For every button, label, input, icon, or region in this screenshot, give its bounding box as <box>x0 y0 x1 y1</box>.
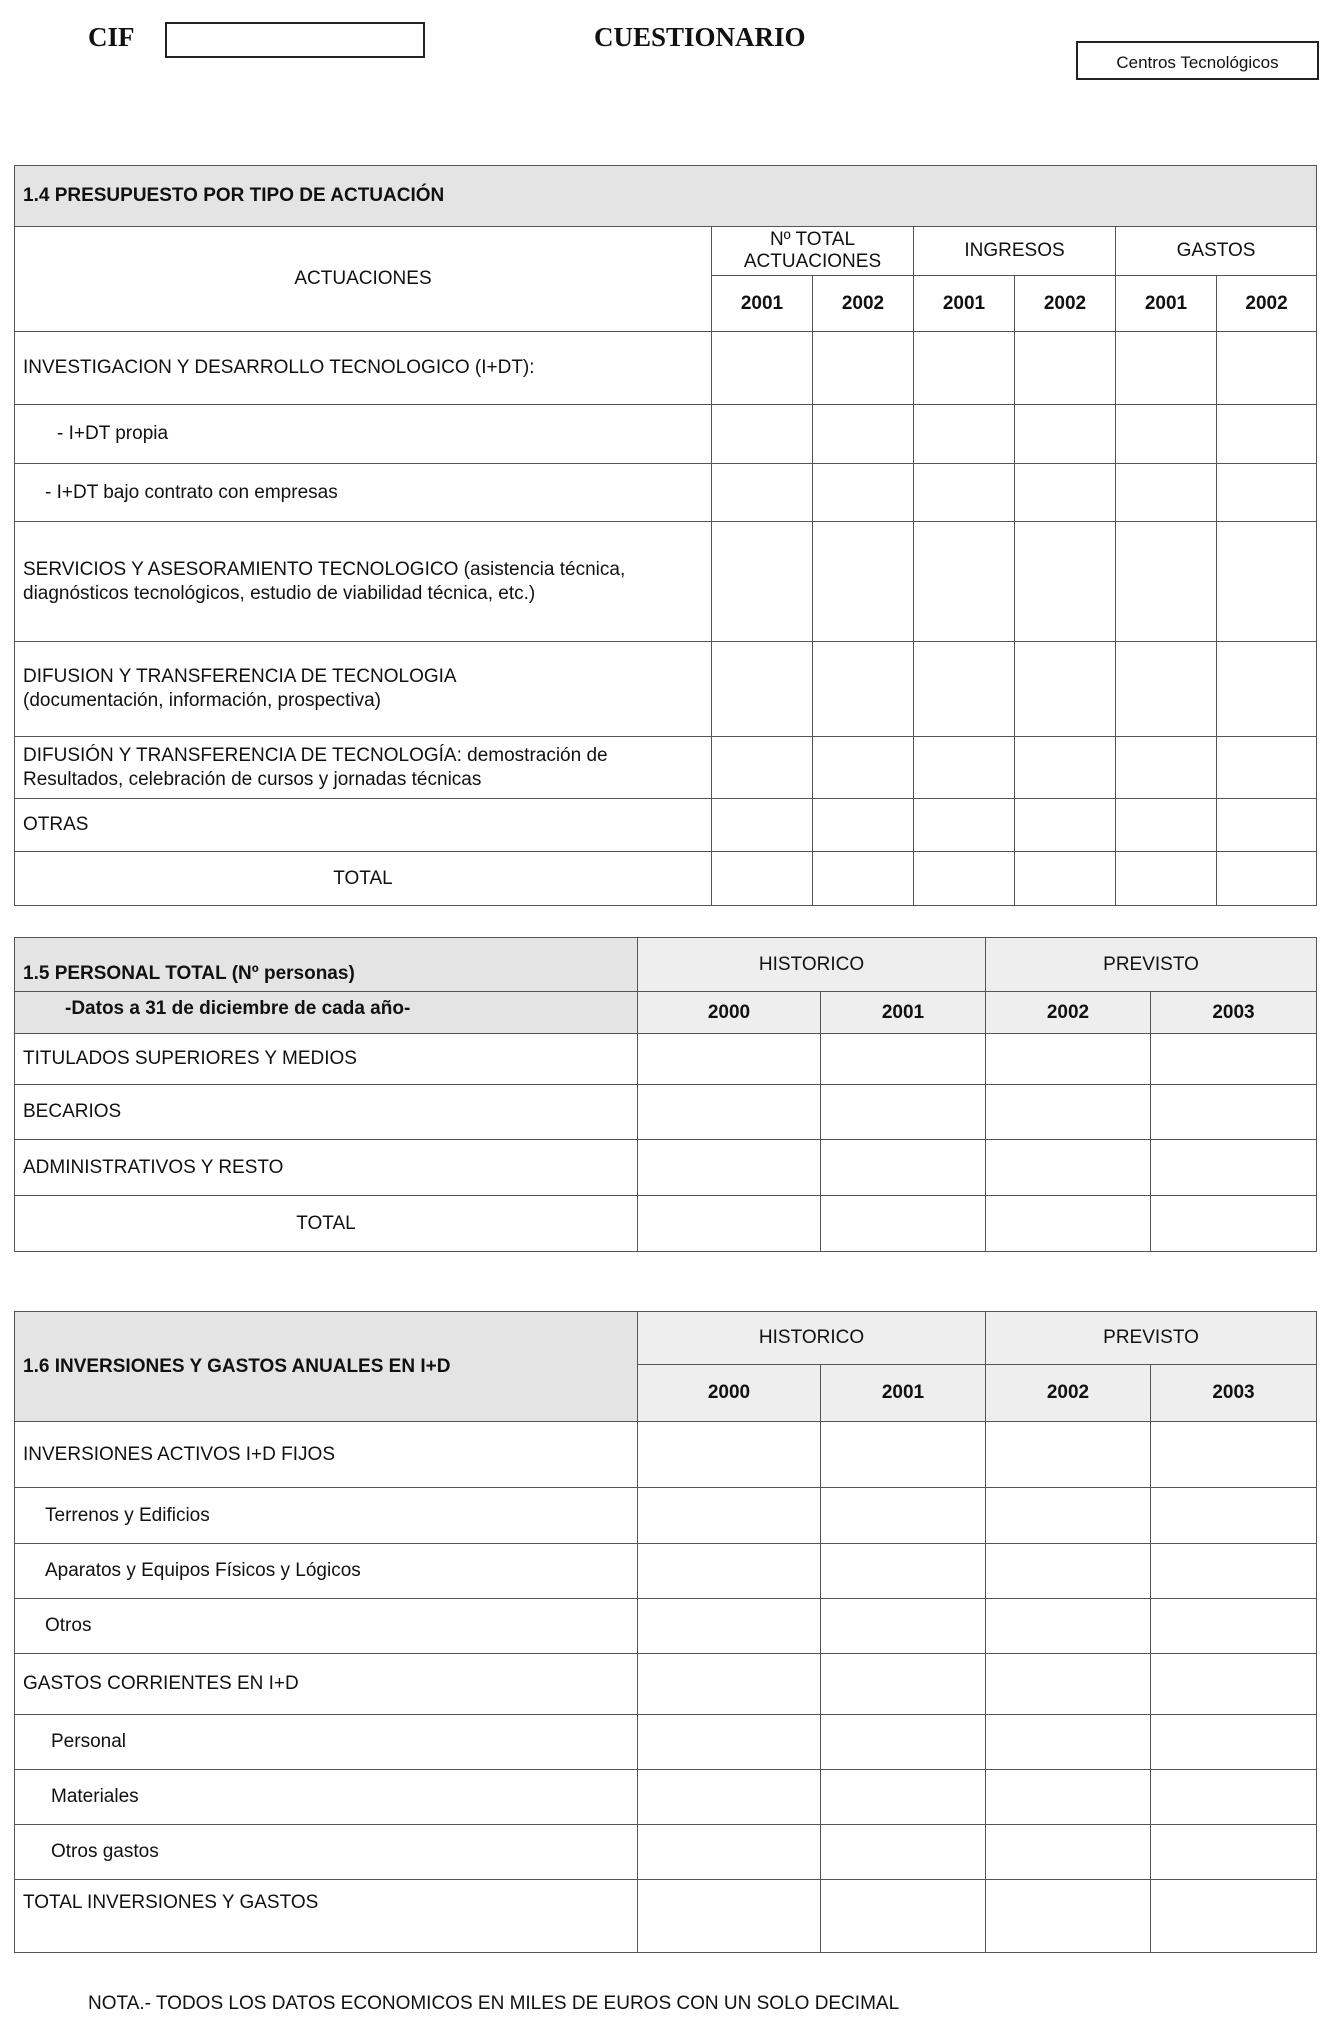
cif-input-box[interactable] <box>165 22 425 58</box>
row-label: GASTOS CORRIENTES EN I+D <box>15 1654 638 1715</box>
footnote: NOTA.- TODOS LOS DATOS ECONOMICOS EN MILES DE EUROS CON UN SOLO DECIMAL <box>88 1993 900 2014</box>
input-cell[interactable] <box>986 1825 1151 1880</box>
input-cell[interactable] <box>813 737 914 799</box>
year-header: 2003 <box>1151 992 1317 1034</box>
input-cell[interactable] <box>914 852 1015 906</box>
table-row <box>15 1599 1317 1654</box>
row-label: Terrenos y Edificios <box>15 1488 638 1544</box>
row-label: DIFUSION Y TRANSFERENCIA DE TECNOLOGIA (documentación, información, prospectiva) <box>15 642 712 737</box>
input-cell[interactable] <box>821 1544 986 1599</box>
col-header-actuaciones: ACTUACIONES <box>15 227 712 332</box>
input-cell[interactable] <box>1116 799 1217 852</box>
table-row <box>15 642 1317 737</box>
input-cell[interactable] <box>712 852 813 906</box>
row-label: Personal <box>15 1715 638 1770</box>
input-cell[interactable] <box>1116 737 1217 799</box>
input-cell[interactable] <box>821 1715 986 1770</box>
year-header: 2000 <box>638 1365 821 1422</box>
section-subtitle-1-5: -Datos a 31 de diciembre de cada año- <box>15 992 638 1034</box>
input-cell[interactable] <box>821 1599 986 1654</box>
year-header: 2002 <box>986 992 1151 1034</box>
input-cell[interactable] <box>638 1488 821 1544</box>
input-cell[interactable] <box>986 1034 1151 1085</box>
year-header: 2001 <box>1116 276 1217 332</box>
table-row <box>15 1544 1317 1599</box>
year-header: 2002 <box>986 1365 1151 1422</box>
col-header-historico: HISTORICO <box>638 1312 986 1365</box>
staff-total-table <box>14 937 1317 1252</box>
input-cell[interactable] <box>1116 464 1217 522</box>
input-cell[interactable] <box>1015 332 1116 405</box>
input-cell[interactable] <box>1015 799 1116 852</box>
input-cell[interactable] <box>1116 405 1217 464</box>
input-cell[interactable] <box>1217 332 1317 405</box>
input-cell[interactable] <box>986 1715 1151 1770</box>
table-row <box>15 1715 1317 1770</box>
input-cell[interactable] <box>638 1825 821 1880</box>
input-cell[interactable] <box>638 1085 821 1140</box>
table-row <box>15 1140 1317 1196</box>
input-cell[interactable] <box>712 464 813 522</box>
year-header: 2001 <box>821 1365 986 1422</box>
input-cell[interactable] <box>914 799 1015 852</box>
row-label: INVERSIONES ACTIVOS I+D FIJOS <box>15 1422 638 1488</box>
row-label: - I+DT propia <box>15 405 712 464</box>
rd-investment-expenses-table <box>14 1311 1317 1953</box>
row-label: Materiales <box>15 1770 638 1825</box>
year-header: 2003 <box>1151 1365 1317 1422</box>
input-cell[interactable] <box>1151 1825 1317 1880</box>
input-cell[interactable] <box>1217 405 1317 464</box>
table-row <box>15 737 1317 799</box>
input-cell[interactable] <box>986 1140 1151 1196</box>
input-cell[interactable] <box>821 1825 986 1880</box>
input-cell[interactable] <box>1015 852 1116 906</box>
input-cell[interactable] <box>1116 852 1217 906</box>
col-header-previsto: PREVISTO <box>986 1312 1317 1365</box>
row-label: Otros gastos <box>15 1825 638 1880</box>
input-cell[interactable] <box>813 405 914 464</box>
table-row <box>15 464 1317 522</box>
year-header: 2001 <box>712 276 813 332</box>
input-cell[interactable] <box>1217 799 1317 852</box>
input-cell[interactable] <box>1217 852 1317 906</box>
table-row <box>15 1034 1317 1085</box>
section-title-1-6: 1.6 INVERSIONES Y GASTOS ANUALES EN I+D <box>15 1312 638 1422</box>
input-cell[interactable] <box>712 405 813 464</box>
input-cell[interactable] <box>813 642 914 737</box>
table-row <box>15 1488 1317 1544</box>
section-title-1-5: 1.5 PERSONAL TOTAL (Nº personas) <box>15 938 638 992</box>
input-cell[interactable] <box>1015 405 1116 464</box>
input-cell[interactable] <box>1116 522 1217 642</box>
row-label: DIFUSIÓN Y TRANSFERENCIA DE TECNOLOGÍA: demostración de Resultados, celebración de cursos y jornadas técnicas <box>15 737 712 799</box>
document-title: CUESTIONARIO <box>594 22 806 52</box>
input-cell[interactable] <box>986 1770 1151 1825</box>
total-label: TOTAL <box>15 852 712 906</box>
table-row <box>15 522 1317 642</box>
table-row-total <box>15 852 1317 906</box>
input-cell[interactable] <box>1151 1196 1317 1252</box>
input-cell[interactable] <box>813 332 914 405</box>
row-label: SERVICIOS Y ASESORAMIENTO TECNOLOGICO (asistencia técnica, diagnósticos tecnológicos, estudio de viabilidad técnica, etc.) <box>15 522 712 642</box>
input-cell[interactable] <box>1151 1544 1317 1599</box>
total-label: TOTAL INVERSIONES Y GASTOS <box>15 1880 638 1953</box>
year-header: 2002 <box>813 276 914 332</box>
input-cell[interactable] <box>813 799 914 852</box>
input-cell[interactable] <box>1151 1880 1317 1953</box>
table-row <box>15 799 1317 852</box>
year-header: 2000 <box>638 992 821 1034</box>
input-cell[interactable] <box>821 1880 986 1953</box>
input-cell[interactable] <box>712 642 813 737</box>
table-row <box>15 1825 1317 1880</box>
input-cell[interactable] <box>638 1715 821 1770</box>
row-label: BECARIOS <box>15 1085 638 1140</box>
row-label: INVESTIGACION Y DESARROLLO TECNOLOGICO (I+DT): <box>15 332 712 405</box>
input-cell[interactable] <box>638 1034 821 1085</box>
input-cell[interactable] <box>712 737 813 799</box>
col-header-historico: HISTORICO <box>638 938 986 992</box>
year-header: 2001 <box>914 276 1015 332</box>
input-cell[interactable] <box>914 522 1015 642</box>
row-label: - I+DT bajo contrato con empresas <box>15 464 712 522</box>
row-label: Otros <box>15 1599 638 1654</box>
input-cell[interactable] <box>821 1654 986 1715</box>
table-row <box>15 1770 1317 1825</box>
input-cell[interactable] <box>638 1599 821 1654</box>
input-cell[interactable] <box>813 464 914 522</box>
input-cell[interactable] <box>1217 464 1317 522</box>
table-row <box>15 332 1317 405</box>
input-cell[interactable] <box>914 642 1015 737</box>
input-cell[interactable] <box>1217 737 1317 799</box>
input-cell[interactable] <box>1151 1488 1317 1544</box>
input-cell[interactable] <box>1015 737 1116 799</box>
input-cell[interactable] <box>712 799 813 852</box>
col-header-gastos: GASTOS <box>1116 227 1317 276</box>
input-cell[interactable] <box>1116 642 1217 737</box>
year-header: 2002 <box>1015 276 1116 332</box>
input-cell[interactable] <box>638 1544 821 1599</box>
input-cell[interactable] <box>813 522 914 642</box>
input-cell[interactable] <box>1015 464 1116 522</box>
input-cell[interactable] <box>1151 1654 1317 1715</box>
input-cell[interactable] <box>821 1140 986 1196</box>
input-cell[interactable] <box>813 852 914 906</box>
input-cell[interactable] <box>986 1488 1151 1544</box>
input-cell[interactable] <box>1151 1770 1317 1825</box>
input-cell[interactable] <box>914 332 1015 405</box>
row-label: OTRAS <box>15 799 712 852</box>
input-cell[interactable] <box>1151 1085 1317 1140</box>
input-cell[interactable] <box>914 405 1015 464</box>
table-row <box>15 1654 1317 1715</box>
table-row <box>15 1085 1317 1140</box>
input-cell[interactable] <box>1015 642 1116 737</box>
input-cell[interactable] <box>914 737 1015 799</box>
budget-by-activity-table <box>14 165 1317 906</box>
input-cell[interactable] <box>821 1034 986 1085</box>
input-cell[interactable] <box>1116 332 1217 405</box>
table-row <box>15 405 1317 464</box>
input-cell[interactable] <box>986 1654 1151 1715</box>
input-cell[interactable] <box>986 1544 1151 1599</box>
input-cell[interactable] <box>638 1880 821 1953</box>
input-cell[interactable] <box>821 1770 986 1825</box>
input-cell[interactable] <box>986 1085 1151 1140</box>
row-label: ADMINISTRATIVOS Y RESTO <box>15 1140 638 1196</box>
year-header: 2002 <box>1217 276 1317 332</box>
cif-label: CIF <box>88 22 135 52</box>
input-cell[interactable] <box>821 1085 986 1140</box>
input-cell[interactable] <box>1217 642 1317 737</box>
input-cell[interactable] <box>1217 522 1317 642</box>
table-row <box>15 1422 1317 1488</box>
total-label: TOTAL <box>15 1196 638 1252</box>
input-cell[interactable] <box>638 1196 821 1252</box>
input-cell[interactable] <box>638 1770 821 1825</box>
col-header-ingresos: INGRESOS <box>914 227 1116 276</box>
year-header: 2001 <box>821 992 986 1034</box>
input-cell[interactable] <box>821 1196 986 1252</box>
table-row-total <box>15 1880 1317 1953</box>
input-cell[interactable] <box>914 464 1015 522</box>
input-cell[interactable] <box>986 1880 1151 1953</box>
row-label: Aparatos y Equipos Físicos y Lógicos <box>15 1544 638 1599</box>
input-cell[interactable] <box>1151 1422 1317 1488</box>
input-cell[interactable] <box>638 1140 821 1196</box>
input-cell[interactable] <box>1015 522 1116 642</box>
input-cell[interactable] <box>821 1422 986 1488</box>
input-cell[interactable] <box>986 1599 1151 1654</box>
table-row-total <box>15 1196 1317 1252</box>
input-cell[interactable] <box>986 1422 1151 1488</box>
input-cell[interactable] <box>1151 1599 1317 1654</box>
input-cell[interactable] <box>712 332 813 405</box>
center-type-box: Centros Tecnológicos <box>1076 41 1319 80</box>
input-cell[interactable] <box>638 1422 821 1488</box>
input-cell[interactable] <box>821 1488 986 1544</box>
col-header-total-actuaciones: Nº TOTAL ACTUACIONES <box>712 227 914 276</box>
input-cell[interactable] <box>1151 1140 1317 1196</box>
col-header-previsto: PREVISTO <box>986 938 1317 992</box>
row-label: TITULADOS SUPERIORES Y MEDIOS <box>15 1034 638 1085</box>
input-cell[interactable] <box>986 1196 1151 1252</box>
input-cell[interactable] <box>1151 1034 1317 1085</box>
input-cell[interactable] <box>712 522 813 642</box>
input-cell[interactable] <box>638 1654 821 1715</box>
section-title-1-4: 1.4 PRESUPUESTO POR TIPO DE ACTUACIÓN <box>15 166 1317 227</box>
input-cell[interactable] <box>1151 1715 1317 1770</box>
